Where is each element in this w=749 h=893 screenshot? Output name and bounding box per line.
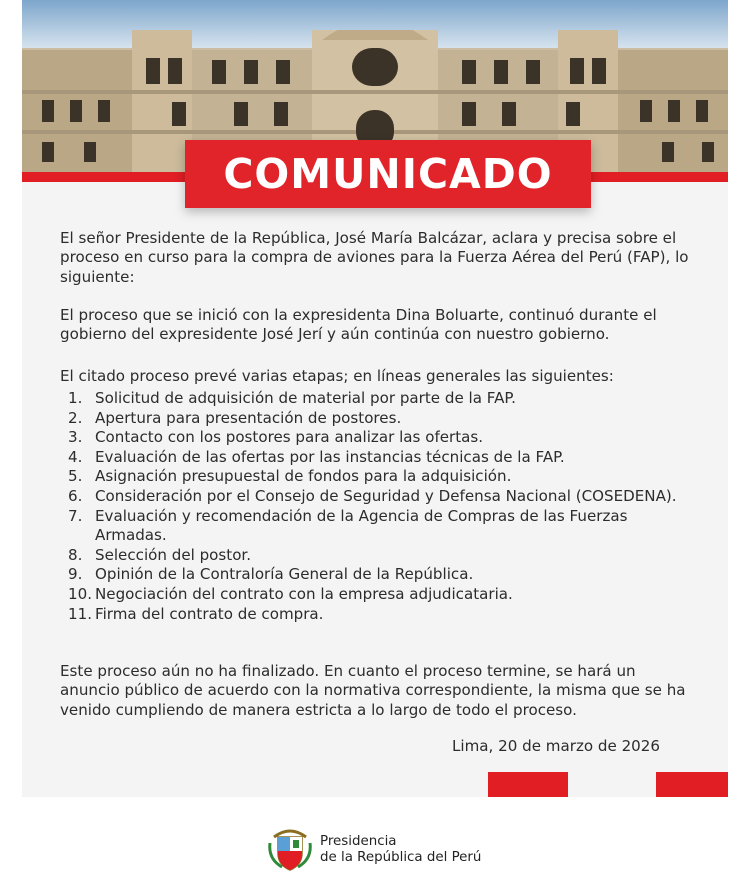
list-item-number: 11.: [68, 604, 93, 623]
list-item-text: Evaluación y recomendación de la Agencia de Compras de las Fuerzas Armadas.: [95, 506, 628, 545]
list-item-number: 10.: [68, 584, 93, 603]
list-item-number: 3.: [68, 428, 83, 447]
list-item-text: Firma del contrato de compra.: [95, 604, 324, 623]
list-item-text: Contacto con los postores para analizar las ofertas.: [95, 428, 484, 447]
paragraph-closing: Este proceso aún no ha finalizado. En cuanto el proceso termine, se hará un anuncio público de acuerdo con la normativa correspondiente, la misma que se ha venido cumpliendo de manera estricta a lo largo de todo el proceso.: [60, 662, 686, 719]
list-item-number: 6.: [68, 486, 83, 505]
list-item: [68, 605, 694, 625]
list-item-number: 4.: [68, 447, 83, 466]
list-item: [68, 585, 694, 605]
paragraph-stages-intro: El citado proceso prevé varias etapas; en líneas generales las siguientes:: [60, 367, 614, 385]
list-item-text: Apertura para presentación de postores.: [95, 408, 402, 427]
flag-stripe-right: [656, 772, 728, 797]
list-item: [68, 428, 694, 448]
coat-of-arms-icon: [268, 823, 312, 873]
communique-card: [22, 0, 728, 797]
document-date: Lima, 20 de marzo de 2026: [451, 737, 660, 755]
list-item-text: Negociación del contrato con la empresa adjudicataria.: [95, 584, 513, 603]
list-item: [68, 448, 694, 468]
paragraph-intro: El señor Presidente de la República, José María Balcázar, aclara y precisa sobre el proceso en curso para la compra de aviones para la Fuerza Aérea del Perú (FAP), lo siguiente:: [60, 229, 689, 286]
flag-stripe-left: [488, 772, 568, 797]
footer-institution: [320, 834, 481, 866]
list-item-number: 9.: [68, 565, 83, 584]
list-item-text: Evaluación de las ofertas por las instancias técnicas de la FAP.: [95, 447, 565, 466]
footer-line-1: Presidencia: [320, 834, 397, 849]
list-item: [68, 487, 694, 507]
list-item-text: Consideración por el Consejo de Seguridad y Defensa Nacional (COSEDENA).: [95, 486, 677, 505]
list-item-number: 1.: [68, 389, 83, 407]
list-item-number: 8.: [68, 545, 83, 564]
list-item-text: Selección del postor.: [95, 545, 252, 564]
paragraph-process: El proceso que se inició con la expresidenta Dina Boluarte, continuó durante el gobierno del expresidente José Jerí y aún continúa con nuestro gobierno.: [60, 306, 657, 344]
title-banner: [185, 140, 591, 208]
list-item: [68, 467, 694, 487]
list-item: [68, 389, 694, 409]
footer-line-2: de la República del Perú: [320, 850, 482, 865]
list-item-text: Asignación presupuestal de fondos para la adquisición.: [95, 467, 512, 486]
list-item-number: 7.: [68, 506, 83, 525]
steps-list: [68, 389, 694, 624]
list-item: [68, 507, 694, 546]
list-item: [68, 409, 694, 429]
list-item-number: 5.: [68, 467, 83, 486]
list-item-text: Solicitud de adquisición de material por parte de la FAP.: [95, 389, 516, 407]
list-item-text: Opinión de la Contraloría General de la República.: [95, 565, 474, 584]
title-text: COMUNICADO: [223, 150, 553, 198]
list-item-number: 2.: [68, 408, 83, 427]
list-item: [68, 546, 694, 566]
list-item: [68, 565, 694, 585]
